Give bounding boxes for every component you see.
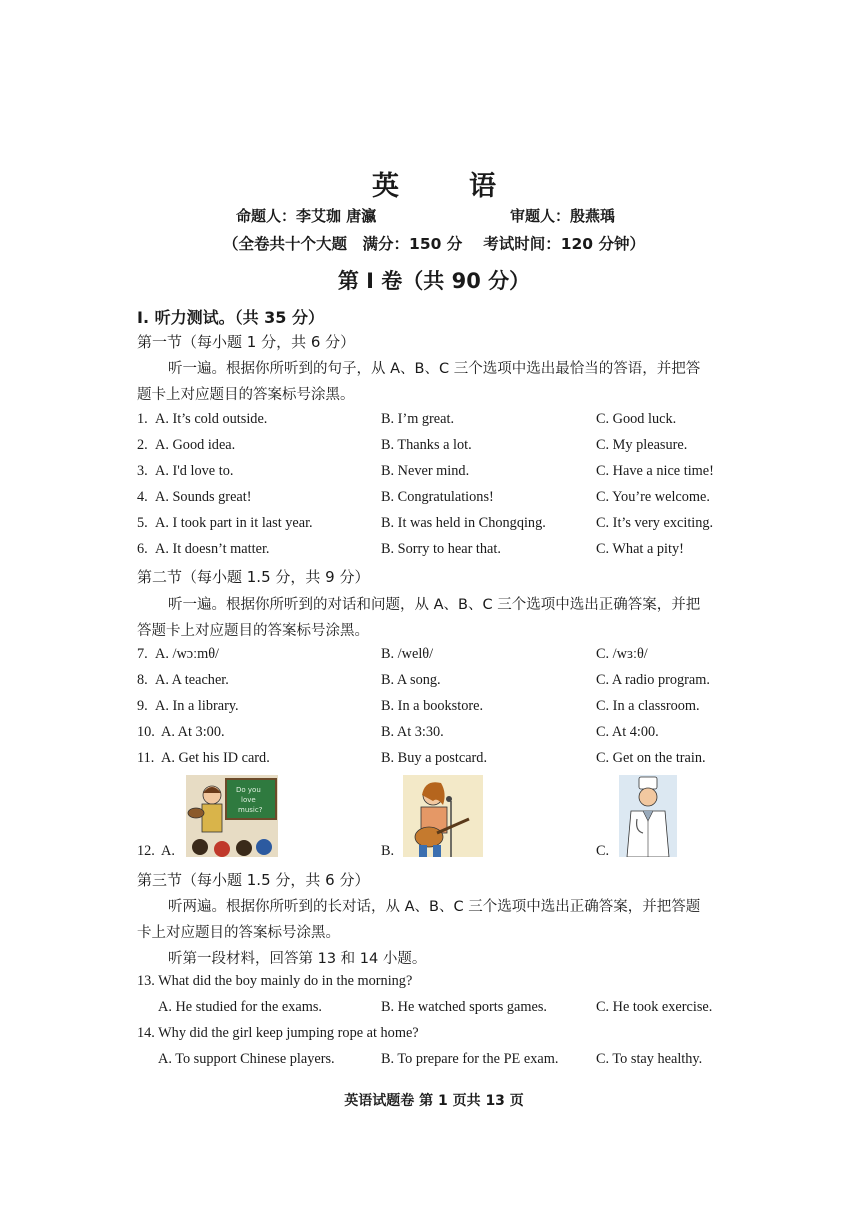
title-char-2: 语 (469, 171, 496, 202)
q5-option-b: B. It was held in Chongqing. (381, 515, 546, 531)
section1-instruction-2: 题卡上对应题目的答案标号涂黑。 (137, 387, 355, 403)
q4-option-a: A. Sounds great! (155, 489, 252, 505)
q13-option-c: C. He took exercise. (596, 999, 713, 1015)
q13-option-b: B. He watched sports games. (381, 999, 547, 1015)
section3-instruction-2: 卡上对应题目的答案标号涂黑。 (137, 925, 340, 941)
q14-option-b: B. To prepare for the PE exam. (381, 1051, 559, 1067)
section1-heading: 第一节（每小题 1 分，共 6 分） (137, 333, 356, 351)
q4-question-number: 4. (137, 489, 148, 505)
q3-option-a: A. I'd love to. (155, 463, 234, 479)
q6-option-a: A. It doesn’t matter. (155, 541, 270, 557)
q11-option-c: C. Get on the train. (596, 750, 706, 766)
q12-option-c: C. (596, 843, 610, 859)
q9-option-c: C. In a classroom. (596, 698, 700, 714)
q2-question-number: 2. (137, 437, 148, 453)
q10-option-c: C. At 4:00. (596, 724, 659, 740)
q1-option-c: C. Good luck. (596, 411, 677, 427)
q4-option-c: C. You’re welcome. (596, 489, 710, 505)
section3-instruction-3: 听第一段材料，回答第 13 和 14 小题。 (168, 951, 427, 967)
q12-option-b-image (403, 775, 483, 857)
q7-question-number: 7. (137, 646, 148, 662)
q7-option-a: A. /wɔːmθ/ (155, 646, 220, 662)
q12-option-c-image (619, 775, 677, 857)
q9-question-number: 9. (137, 698, 148, 714)
section2-instruction-1: 听一遍。根据你所听到的对话和问题，从 A、B、C 三个选项中选出正确答案，并把 (168, 597, 701, 613)
q6-question-number: 6. (137, 541, 148, 557)
q8-option-c: C. A radio program. (596, 672, 710, 688)
section1-instruction-1: 听一遍。根据你所听到的句子，从 A、B、C 三个选项中选出最恰当的答语，并把答 (168, 361, 701, 377)
q9-option-b: B. In a bookstore. (381, 698, 484, 714)
volume-heading: 第 I 卷（共 90 分） (337, 269, 531, 293)
q14-stem: 14. Why did the girl keep jumping rope at home? (137, 1025, 419, 1041)
q13-option-a: A. He studied for the exams. (158, 999, 322, 1015)
q11-option-a: A. Get his ID card. (161, 750, 270, 766)
q9-option-a: A. In a library. (155, 698, 239, 714)
setter-line: 命题人：李艾珈 唐瀛 (236, 207, 377, 225)
q3-question-number: 3. (137, 463, 148, 479)
q6-option-c: C. What a pity! (596, 541, 684, 557)
q8-option-a: A. A teacher. (155, 672, 229, 688)
q4-option-b: B. Congratulations! (381, 489, 494, 505)
board-text-1: Do you (236, 786, 261, 794)
q12-option-a-image (186, 775, 278, 857)
q1-option-b: B. I’m great. (381, 411, 455, 427)
q3-option-b: B. Never mind. (381, 463, 470, 479)
section3-heading: 第三节（每小题 1.5 分，共 6 分） (137, 871, 370, 889)
title-char-1: 英 (372, 171, 399, 202)
page-footer: 英语试题卷 第 1 页共 13 页 (344, 1093, 524, 1109)
q5-option-c: C. It’s very exciting. (596, 515, 714, 531)
part1-heading: I. 听力测试。（共 35 分） (137, 308, 325, 327)
q12-question-number: 12. (137, 843, 155, 859)
q7-option-b: B. /welθ/ (381, 646, 434, 662)
q13-stem: 13. What did the boy mainly do in the morning? (137, 973, 413, 989)
q14-option-a: A. To support Chinese players. (158, 1051, 335, 1067)
exam-title (0, 164, 868, 203)
q5-option-a: A. I took part in it last year. (155, 515, 313, 531)
q6-option-b: B. Sorry to hear that. (381, 541, 501, 557)
section2-heading: 第二节（每小题 1.5 分，共 9 分） (137, 568, 370, 586)
q8-question-number: 8. (137, 672, 148, 688)
q10-option-a: A. At 3:00. (161, 724, 225, 740)
q3-option-c: C. Have a nice time! (596, 463, 714, 479)
q2-option-a: A. Good idea. (155, 437, 236, 453)
q12-option-b: B. (381, 843, 395, 859)
q10-option-b: B. At 3:30. (381, 724, 444, 740)
q8-option-b: B. A song. (381, 672, 441, 688)
q10-question-number: 10. (137, 724, 155, 740)
reviewer-line: 审题人：殷燕瑀 (510, 207, 616, 225)
section2-instruction-2: 答题卡上对应题目的答案标号涂黑。 (137, 623, 369, 639)
board-text-2: love (241, 796, 256, 804)
q2-option-b: B. Thanks a lot. (381, 437, 472, 453)
section3-instruction-1: 听两遍。根据你所听到的长对话，从 A、B、C 三个选项中选出正确答案，并把答题 (168, 899, 701, 915)
board-text-3: music? (238, 806, 263, 814)
q7-option-c: C. /wɜːθ/ (596, 646, 648, 662)
q12-option-a: A. (161, 843, 175, 859)
q1-question-number: 1. (137, 411, 148, 427)
exam-meta: （全卷共十个大题 满分：150 分 考试时间：120 分钟） (223, 235, 645, 253)
q5-question-number: 5. (137, 515, 148, 531)
q11-question-number: 11. (137, 750, 155, 766)
q2-option-c: C. My pleasure. (596, 437, 688, 453)
q14-option-c: C. To stay healthy. (596, 1051, 703, 1067)
q11-option-b: B. Buy a postcard. (381, 750, 488, 766)
q1-option-a: A. It’s cold outside. (155, 411, 268, 427)
